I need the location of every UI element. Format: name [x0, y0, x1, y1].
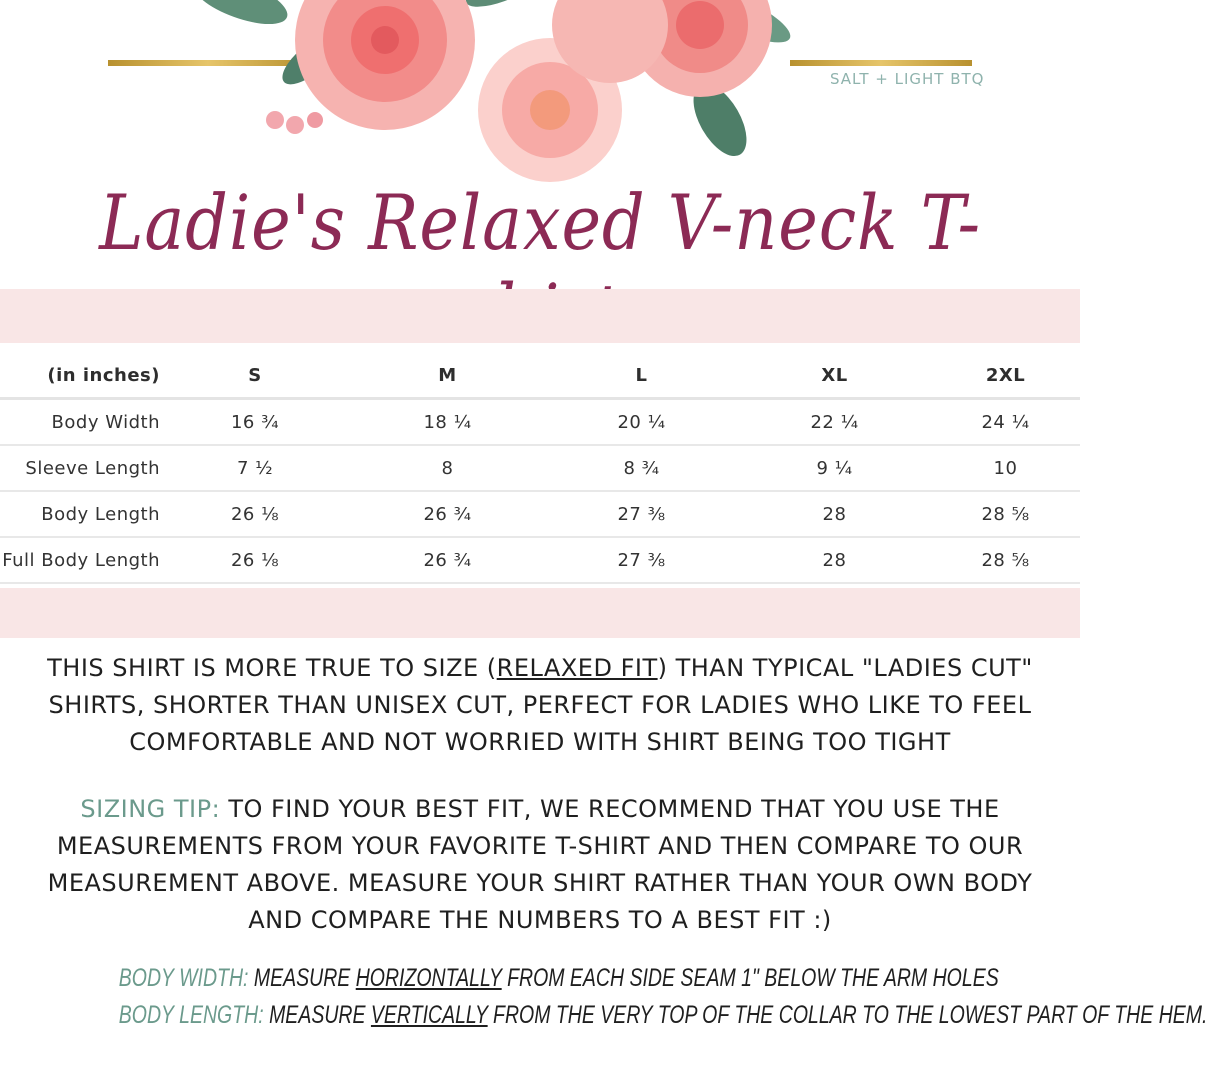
- row-label: Full Body Length: [2, 549, 160, 571]
- body-width-note: [118, 960, 999, 997]
- note-emphasis: VERTICALLY: [370, 1001, 488, 1029]
- body-length-note: [118, 997, 1207, 1034]
- table-row: [0, 491, 1080, 537]
- table-cell: 28 ⅝: [981, 503, 1030, 525]
- table-cell: 22 ¼: [810, 411, 859, 433]
- table-cell: 24 ¼: [981, 411, 1030, 433]
- table-cell: 27 ⅜: [617, 549, 666, 571]
- row-label: Body Length: [41, 503, 160, 525]
- fit-description: [30, 650, 1050, 761]
- relaxed-fit-emphasis: RELAXED FIT: [496, 654, 658, 682]
- note-text: FROM THE VERY TOP OF THE COLLAR TO THE LOWEST PART OF THE HEM.: [487, 1001, 1207, 1029]
- size-header: M: [438, 364, 457, 386]
- table-cell: 26 ⅛: [230, 503, 280, 525]
- table-cell: 26 ⅛: [230, 549, 280, 571]
- page-title: Ladie's Relaxed V-neck T-: [99, 178, 981, 267]
- table-cell: 28 ⅝: [981, 549, 1030, 571]
- table-cell: 9 ¼: [816, 457, 853, 479]
- unit-label: (in inches): [47, 364, 160, 386]
- pink-band-top: [0, 289, 1080, 343]
- table-cell: 26 ¾: [423, 549, 472, 571]
- size-chart-table: [0, 353, 1080, 584]
- table-row: [0, 445, 1080, 491]
- brand-name: SALT + LIGHT BTQ: [830, 70, 985, 88]
- note-text: FROM EACH SIDE SEAM 1" BELOW THE ARM HOLES: [501, 964, 999, 992]
- table-cell: 28: [822, 549, 847, 571]
- table-cell: 10: [993, 457, 1018, 479]
- note-emphasis: HORIZONTALLY: [355, 964, 502, 992]
- size-header: L: [635, 364, 648, 386]
- table-cell: 16 ¾: [230, 411, 280, 433]
- table-row: [0, 399, 1080, 446]
- table-header-row: [0, 353, 1080, 399]
- row-label: Sleeve Length: [25, 457, 160, 479]
- sizing-tip: [30, 791, 1050, 939]
- table-cell: 18 ¼: [423, 411, 472, 433]
- table-cell: 20 ¼: [617, 411, 666, 433]
- table-cell: 8: [441, 457, 454, 479]
- fit-text-after: ) THAN TYPICAL "LADIES CUT" SHIRTS, SHORTER THAN UNISEX CUT, PERFECT FOR LADIES WHO LIKE TO FEEL COMFORTABLE AND NOT WORRIED WITH SHIRT BEING TOO TIGHT: [48, 654, 1033, 756]
- note-text: MEASURE: [248, 964, 356, 992]
- size-header: 2XL: [985, 364, 1026, 386]
- note-label: BODY WIDTH:: [118, 964, 249, 992]
- size-header: XL: [821, 364, 848, 386]
- note-label: BODY LENGTH:: [118, 1001, 264, 1029]
- note-text: MEASURE: [263, 1001, 371, 1029]
- floral-bouquet-icon: [180, 0, 800, 190]
- pink-band-bottom: [0, 588, 1080, 638]
- sizing-tip-label: SIZING TIP:: [80, 795, 221, 823]
- header-banner: [0, 0, 1080, 190]
- table-cell: 27 ⅜: [617, 503, 666, 525]
- size-header: S: [248, 364, 262, 386]
- gold-divider-right: [790, 60, 972, 66]
- fit-text-before: THIS SHIRT IS MORE TRUE TO SIZE (: [47, 654, 497, 682]
- table-cell: 28: [822, 503, 847, 525]
- row-label: Body Width: [51, 411, 160, 433]
- table-cell: 7 ½: [236, 457, 274, 479]
- sizing-tip-text: TO FIND YOUR BEST FIT, WE RECOMMEND THAT YOU USE THE MEASUREMENTS FROM YOUR FAVORITE T-SHIRT AND THEN COMPARE TO OUR MEASUREMENT ABOVE. MEASURE YOUR SHIRT RATHER THAN YOUR OWN BODY AND COMPARE THE NUMBERS TO A BEST FIT :): [47, 795, 1033, 934]
- table-row: [0, 537, 1080, 583]
- table-cell: 8 ¾: [623, 457, 660, 479]
- table-cell: 26 ¾: [423, 503, 472, 525]
